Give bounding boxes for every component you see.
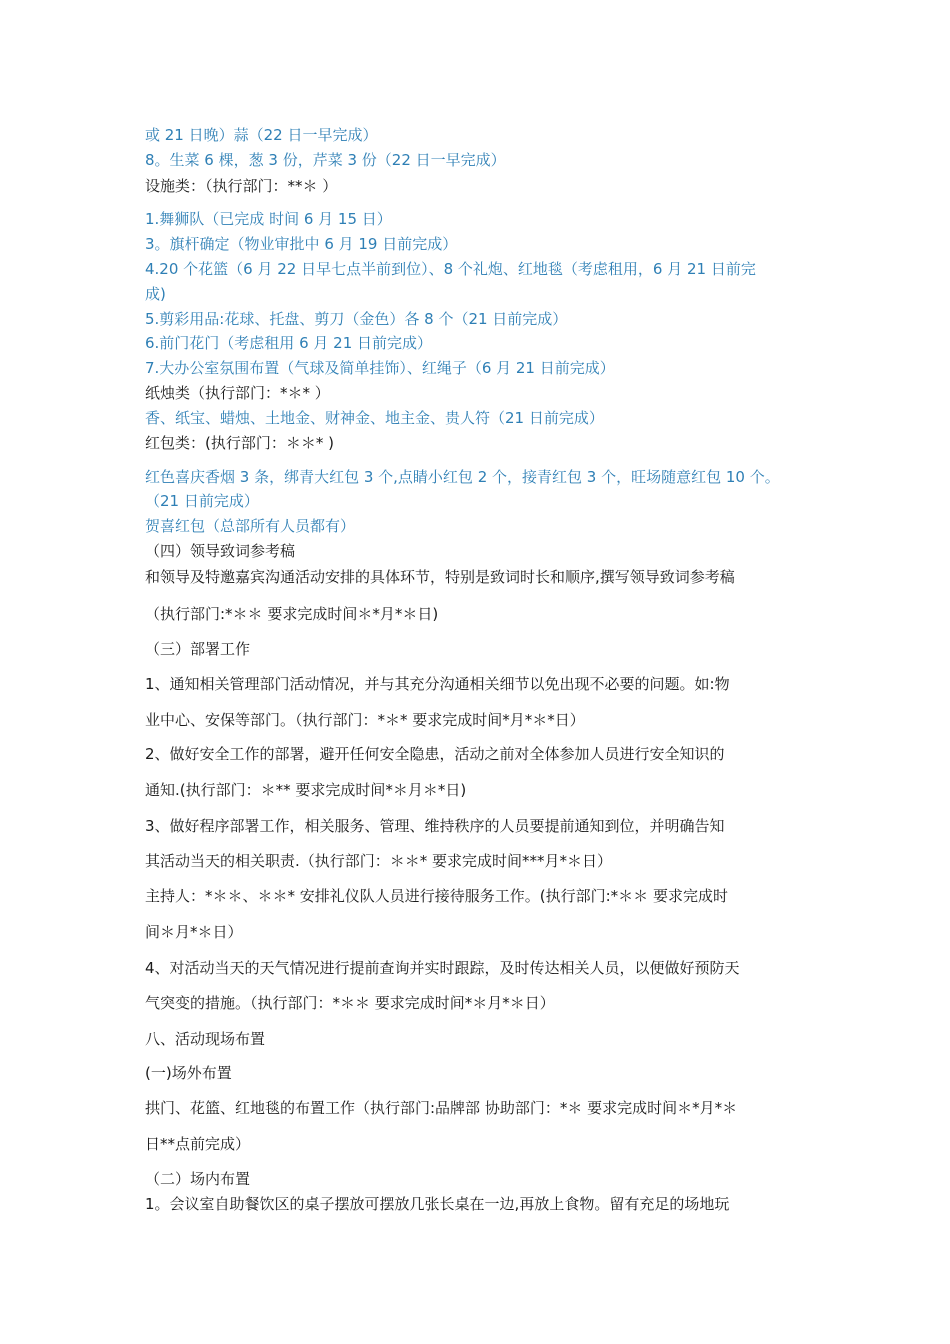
- section-heading-speech: （四）领导致词参考稿: [145, 542, 296, 560]
- text-line: 4、对活动当天的天气情况进行提前查询并实时跟踪，及时传达相关人员，以便做好预防天: [145, 959, 740, 977]
- text-line: 主持人：*＊＊、＊＊* 安排礼仪队人员进行接待服务工作。(执行部门:*＊＊ 要求完成时: [145, 887, 728, 905]
- subsection-heading-indoor: （二）场内布置: [145, 1170, 251, 1188]
- text-line: （21 日前完成）: [145, 492, 259, 510]
- section-label-facilities: 设施类：（执行部门：**＊ ）: [145, 177, 338, 195]
- text-line: （执行部门:*＊＊ 要求完成时间＊*月*＊日): [145, 605, 439, 623]
- text-line: 3、做好程序部署工作，相关服务、管理、维持秩序的人员要提前通知到位，并明确告知: [145, 817, 725, 835]
- text-line: 成): [145, 285, 166, 303]
- text-line: 和领导及特邀嘉宾沟通活动安排的具体环节，特别是致词时长和顺序,撰写领导致词参考稿: [145, 568, 735, 586]
- text-line: 1、通知相关管理部门活动情况，并与其充分沟通相关细节以免出现不必要的问题。如:物: [145, 675, 730, 693]
- text-line: 拱门、花篮、红地毯的布置工作（执行部门:品牌部 协助部门：*＊ 要求完成时间＊*月*＊: [145, 1099, 738, 1117]
- text-line: 8。生菜 6 棵，葱 3 份，芹菜 3 份（22 日一早完成）: [145, 151, 506, 169]
- text-line: 1.舞狮队（已完成 时间 6 月 15 日）: [145, 210, 392, 228]
- text-line: 红色喜庆香烟 3 条，绑青大红包 3 个,点睛小红包 2 个，接青红包 3 个，旺场随意红包 10 个。: [145, 468, 780, 486]
- section-label-paper-candles: 纸烛类（执行部门：*＊* ）: [145, 384, 330, 402]
- text-line: 6.前门花门（考虑租用 6 月 21 日前完成）: [145, 334, 433, 352]
- text-line: 或 21 日晚）蒜（22 日一早完成）: [145, 126, 378, 144]
- text-line: 5.剪彩用品:花球、托盘、剪刀（金色）各 8 个（21 日前完成）: [145, 310, 568, 328]
- text-line: 7.大办公室氛围布置（气球及简单挂饰）、红绳子（6 月 21 日前完成）: [145, 359, 615, 377]
- text-line: 其活动当天的相关职责.（执行部门：＊＊* 要求完成时间***月*＊日）: [145, 852, 613, 870]
- text-line: 通知.(执行部门：＊** 要求完成时间*＊月＊*日): [145, 781, 467, 799]
- text-line: 业中心、安保等部门。（执行部门：*＊* 要求完成时间*月*＊*日）: [145, 711, 585, 729]
- text-line: 3。旗杆确定（物业审批中 6 月 19 日前完成）: [145, 235, 458, 253]
- text-line: 气突变的措施。（执行部门：*＊＊ 要求完成时间*＊月*＊日）: [145, 994, 555, 1012]
- text-line: 2、做好安全工作的部署，避开任何安全隐患，活动之前对全体参加人员进行安全知识的: [145, 745, 725, 763]
- text-line: 香、纸宝、蜡烛、土地金、财神金、地主金、贵人符（21 日前完成）: [145, 409, 604, 427]
- subsection-heading-outdoor: (一)场外布置: [145, 1064, 232, 1082]
- text-line: 日**点前完成）: [145, 1135, 251, 1153]
- section-label-red-packets: 红包类：(执行部门：＊＊* ): [145, 434, 334, 452]
- section-heading-deployment: （三）部署工作: [145, 640, 251, 658]
- section-heading-venue: 八、活动现场布置: [145, 1030, 266, 1048]
- text-line: 4.20 个花篮（6 月 22 日早七点半前到位）、8 个礼炮、红地毯（考虑租用，6 月 21 日前完: [145, 260, 756, 278]
- text-line: 贺喜红包（总部所有人员都有）: [145, 517, 356, 535]
- text-line: 1。会议室自助餐饮区的桌子摆放可摆放几张长桌在一边,再放上食物。留有充足的场地玩: [145, 1195, 730, 1213]
- text-line: 间＊月*＊日）: [145, 923, 243, 941]
